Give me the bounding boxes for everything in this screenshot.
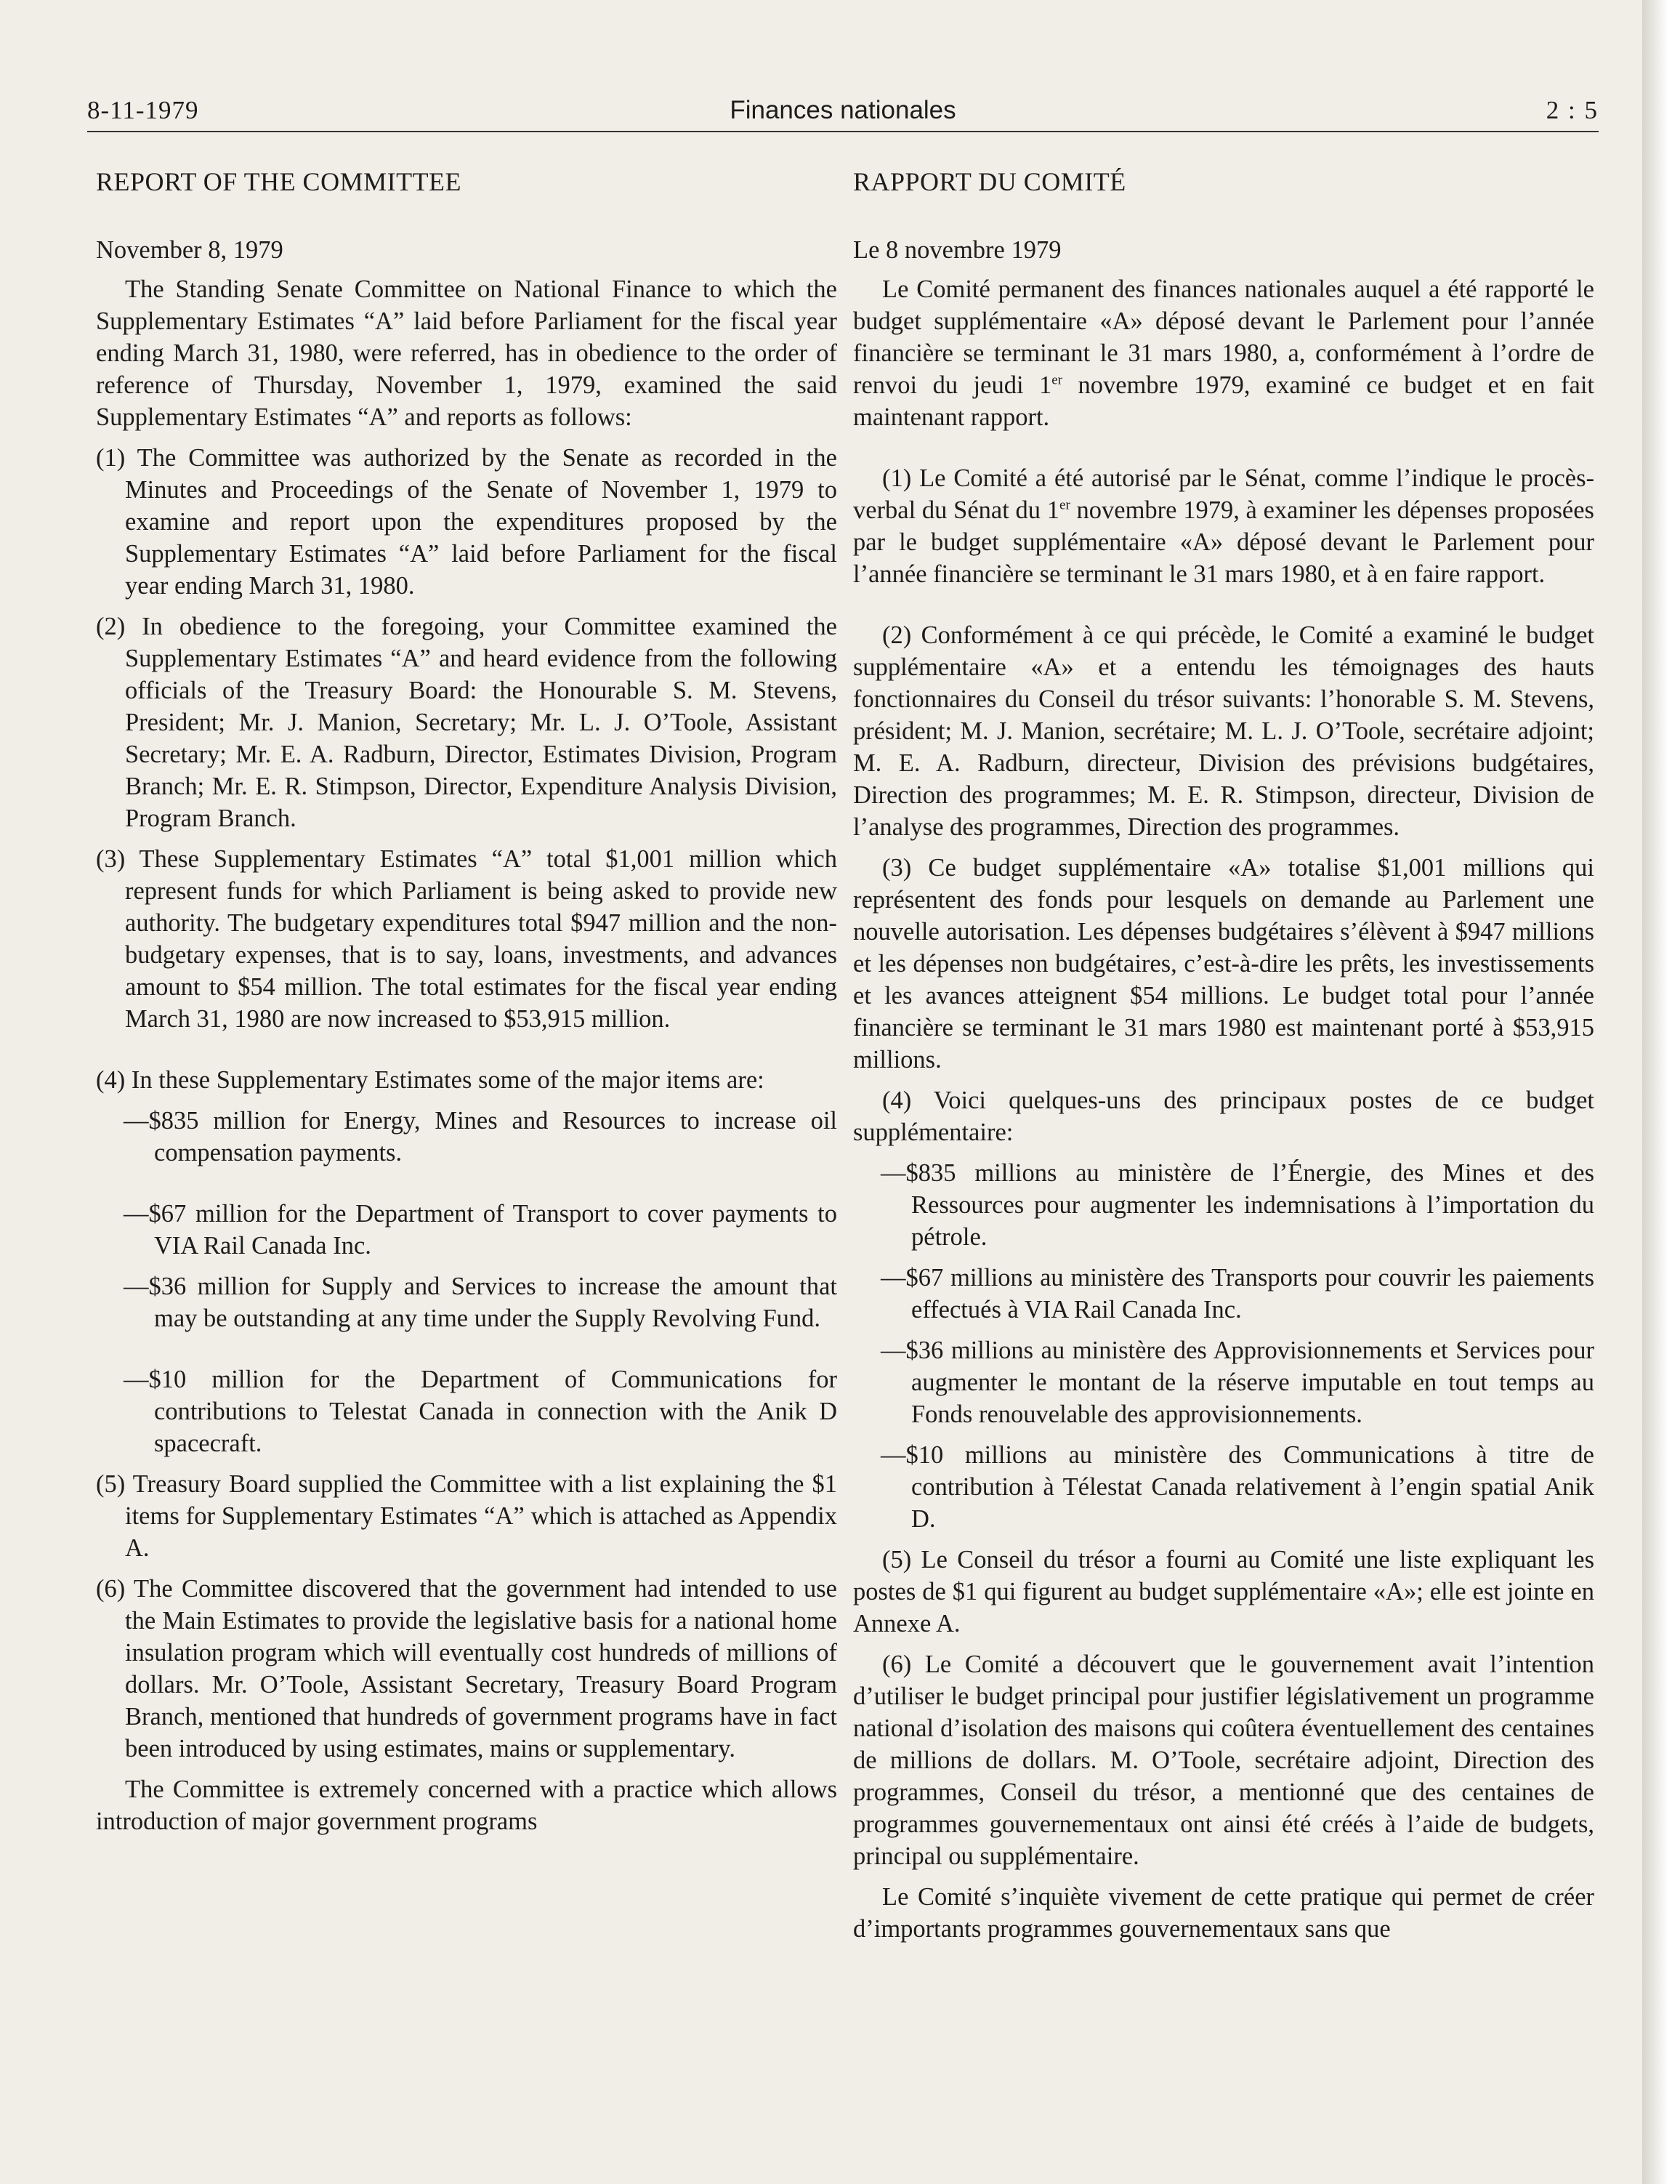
paragraph-5-fr: (5) Le Conseil du trésor a fourni au Comité une liste expliquant les postes de $1 qui figurent au budget supplémentaire «A»; elle est jointe en Annexe A.	[853, 1546, 1594, 1637]
paragraph-7: The Committee is extremely concerned with a practice which allows introduction of major government programs	[96, 1776, 837, 1835]
paragraph-4-fr: (4) Voici quelques-uns des principaux postes de ce budget supplémentaire:	[853, 1087, 1594, 1146]
english-column	[96, 166, 837, 1837]
list-item: —$36 million for Supply and Services to increase the amount that may be outstanding at any time under the Supply Revolving Fund.	[124, 1273, 837, 1332]
paragraph-4: (4) In these Supplementary Estimates some of the major items are:	[96, 1066, 764, 1094]
french-column	[853, 166, 1594, 1945]
report-intro: The Standing Senate Committee on National Finance to which the Supplementary Estimates “A” laid before Parliament for the fiscal year ending March 31, 1980, were referred, has in obedience to the order of reference of Thursday, November 1, 1979, examined the said Supplementary Estimates “A” and reports as follows:	[96, 275, 837, 431]
report-date-fr: Le 8 novembre 1979	[853, 236, 1062, 264]
list-item: —$67 millions au ministère des Transports pour couvrir les paiements effectués à VIA Rail Canada Inc.	[881, 1264, 1594, 1323]
report-date: November 8, 1979	[96, 236, 283, 264]
list-item: —$10 million for the Department of Communications for contributions to Telestat Canada in connection with the Anik D spacecraft.	[124, 1366, 837, 1457]
paragraph-7-fr: Le Comité s’inquiète vivement de cette pratique qui permet de créer d’importants programmes gouvernementaux sans que	[853, 1883, 1594, 1943]
list-item: —$36 millions au ministère des Approvisionnements et Services pour augmenter le montant de la réserve imputable en tout temps au Fonds renouvelable des approvisionnements.	[881, 1337, 1594, 1428]
running-header	[87, 87, 1599, 132]
paragraph-1: (1) The Committee was authorized by the Senate as recorded in the Minutes and Proceedings of the Senate of November 1, 1979 to examine and report upon the expenditures proposed by the Supplementary Estimates “A” laid before Parliament for the fiscal year ending March 31, 1980.	[96, 444, 837, 600]
list-item: —$835 millions au ministère de l’Énergie, des Mines et des Ressources pour augmenter les indemnisations à l’importation du pétrole.	[881, 1159, 1594, 1251]
paragraph-5: (5) Treasury Board supplied the Committee with a list explaining the $1 items for Supplementary Estimates “A” which is attached as Appendix A.	[96, 1470, 837, 1562]
paragraph-6: (6) The Committee discovered that the government had intended to use the Main Estimates to provide the legislative basis for a national home insulation program which will eventually cost hundreds of millions of dollars. Mr. O’Toole, Assistant Secretary, Treasury Board Program Branch, mentioned that hundreds of government programs have in fact been introduced by using estimates, mains or supplementary.	[96, 1575, 837, 1762]
report-intro-fr: Le Comité permanent des finances nationales auquel a été rapporté le budget supplémentaire «A» déposé devant le Parlement pour l’année financière se terminant le 31 mars 1980, a, conformément à l’ordre de renvoi du jeudi 1er novembre 1979, examiné ce budget et en fait maintenant rapport.	[853, 275, 1594, 431]
paragraph-1-fr: (1) Le Comité a été autorisé par le Sénat, comme l’indique le procès-verbal du Sénat du 1er novembre 1979, à examiner les dépenses proposées par le budget supplémentaire «A» déposé devant le Parlement pour l’année financière se terminant le 31 mars 1980, et à en faire rapport.	[853, 464, 1594, 588]
list-item: —$67 million for the Department of Transport to cover payments to VIA Rail Canada Inc.	[124, 1200, 837, 1260]
list-item: —$835 million for Energy, Mines and Resources to increase oil compensation payments.	[124, 1107, 837, 1166]
paragraph-6-fr: (6) Le Comité a découvert que le gouvernement avait l’intention d’utiliser le budget principal pour justifier législativement un programme national d’isolation des maisons qui coûtera éventuellement des centaines de millions de dollars. M. O’Toole, secrétaire adjoint, Direction des programmes, Conseil du trésor, a mentionné que des centaines de programmes gouvernementaux ont ainsi été créés à l’aide de budgets, principal ou supplémentaire.	[853, 1651, 1594, 1870]
header-date: 8-11-1979	[87, 96, 199, 124]
report-heading: REPORT OF THE COMMITTEE	[96, 167, 462, 196]
header-title: Finances nationales	[730, 96, 956, 124]
report-heading-fr: RAPPORT DU COMITÉ	[853, 167, 1126, 196]
list-item: —$10 millions au ministère des Communications à titre de contribution à Télestat Canada relativement à l’engin spatial Anik D.	[881, 1441, 1594, 1533]
page-number: 2 : 5	[1546, 96, 1599, 124]
paragraph-3-fr: (3) Ce budget supplémentaire «A» totalise $1,001 millions qui représentent des fonds pour lesquels on demande au Parlement une nouvelle autorisation. Les dépenses budgétaires s’élèvent à $947 millions et les dépenses non budgétaires, c’est-à-dire les prêts, les investissements et les avances atteignent $54 millions. Le budget total pour l’année financière se terminant le 31 mars 1980 est maintenant porté à $53,915 millions.	[853, 854, 1594, 1073]
paragraph-2: (2) In obedience to the foregoing, your Committee examined the Supplementary Estimates “A” and heard evidence from the following officials of the Treasury Board: the Honourable S. M. Stevens, President; Mr. J. Manion, Secretary; Mr. L. J. O’Toole, Assistant Secretary; Mr. E. A. Radburn, Director, Estimates Division, Program Branch; Mr. E. R. Stimpson, Director, Expenditure Analysis Division, Program Branch.	[96, 613, 837, 832]
paragraph-3: (3) These Supplementary Estimates “A” total $1,001 million which represent funds for which Parliament is being asked to provide new authority. The budgetary expenditures total $947 million and the non-budgetary expenses, that is to say, loans, investments, and advances amount to $54 million. The total estimates for the fiscal year ending March 31, 1980 are now increased to $53,915 million.	[96, 845, 837, 1033]
paragraph-2-fr: (2) Conformément à ce qui précède, le Comité a examiné le budget supplémentaire «A» et a entendu les témoignages des hauts fonctionnaires du Conseil du trésor suivants: l’honorable S. M. Stevens, président; M. J. Manion, secrétaire; M. L. J. O’Toole, secrétaire adjoint; M. E. A. Radburn, directeur, Division des prévisions budgétaires, Direction des programmes; M. E. R. Stimpson, directeur, Division de l’analyse des programmes, Direction des programmes.	[853, 621, 1594, 841]
page-edge	[1642, 0, 1680, 2184]
